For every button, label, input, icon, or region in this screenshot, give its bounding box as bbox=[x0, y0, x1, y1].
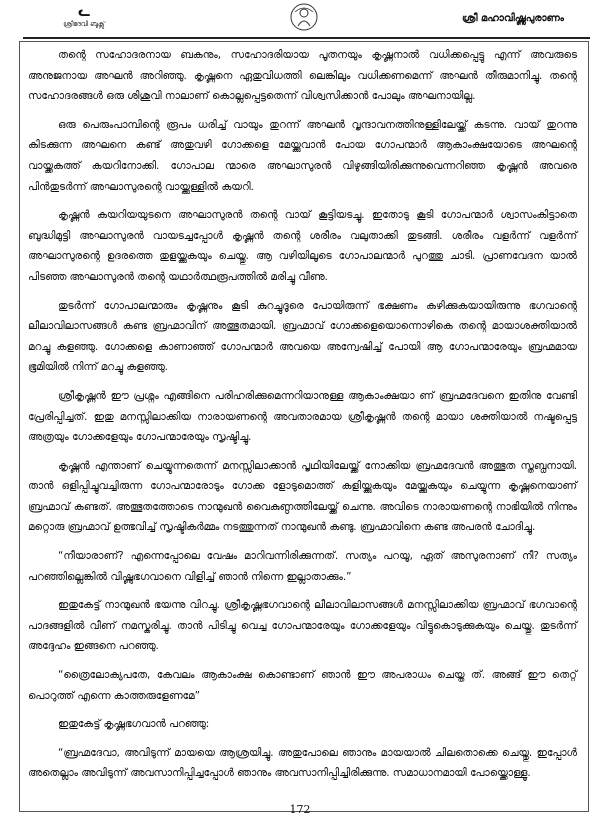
paragraph: കൃഷ്ണൻ എന്താണ് ചെയ്യുന്നതെന്ന് മനസ്സിലാക്കാൻ പൃഥിയിലേയ്ക്ക് നോക്കിയ ബ്രഹ്മദേവൻ അത്ഭുത സ്തബ്ധനായി. താൻ ഒളിപ്പിച്ചുവച്ചിരുന്ന ഗോപന്മാരോടും ഗോക്ക ളോടുമൊത്ത് കളിയ്ക്കുകയും മേയ്ക്കുകയും ചെയ്യുന്ന കൃഷ്ണനെയാണ് ബ്രഹ്മാവ് കണ്ടത്. അത്ഭുതത്തോടെ നാന്മുഖൻ വൈകുണ്ഠത്തിലേയ്ക്ക് ചെന്നു. അവിടെ നാരായണന്റെ നാഭിയിൽ നിന്നും മറ്റൊരു ബ്രഹ്മാവ് ഉത്ഭവിച്ച് സൃഷ്ടികർമ്മം നടത്തുന്നത് നാന്മുഖൻ കണ്ടു. ബ്രഹ്മാവിനെ കണ്ട അപരൻ ചോദിച്ചു. bbox=[28, 459, 577, 534]
publisher-logo bbox=[54, 6, 114, 29]
paragraph: “നീയാരാണ്? എന്നെപ്പോലെ വേഷം മാറിവന്നിരിക്കുന്നത്. സത്യം പറയൂ, ഏത് അസുരനാണ് നീ? സത്യം പറഞ്ഞില്ലെങ്കിൽ വിഷ്ണുഭഗവാനെ വിളിച്ച് ഞാൻ നിന്നെ ഇല്ലാതാക്കും.” bbox=[28, 550, 577, 583]
page-body bbox=[28, 45, 577, 784]
page-number: 172 bbox=[289, 803, 311, 816]
publisher-mark-icon: ᓚ bbox=[77, 5, 91, 20]
paragraph: തുടർന്ന് ഗോപാലന്മാരും കൃഷ്ണനും കൂടി കുറച്ചുദൂരെ പോയിരുന്ന് ഭക്ഷണം കഴിക്കുകയായിരുന്നു ഭഗവാന്റെ ലീലാവിലാസങ്ങൾ കണ്ട ബ്രഹ്മാവിന് അത്ഭുതമായി. ബ്രഹ്മാവ് ഗോക്കളെയൊന്നൊഴികെ തന്റെ മായാശക്തിയാൽ മറച്ചു കളഞ്ഞു. ഗോക്കളെ കാണാഞ്ഞ് ഗോപന്മാർ അവയെ അന്വേഷിച്ച് പോയി ആ ഗോപന്മാരേയും ബ്രഹ്മമായ ഭൂമിയിൽ നിന്ന് മറച്ചു കളഞ്ഞു. bbox=[28, 299, 577, 374]
publisher-name: ശ്രീദേവി ബുക്സ് bbox=[63, 20, 105, 28]
paragraph: കൃഷ്ണൻ കയറിയയുടനെ അഘാസുരൻ തന്റെ വായ് കൂട്ടിയടച്ചു. ഇതോടു കൂടി ഗോപന്മാർ ശ്വാസംകിട്ടാതെ ബുദ്ധിമുട്ടി അഘാസുരൻ വായടച്ചപ്പോൾ കൃഷ്ണൻ തന്റെ ശരീരം വലുതാക്കി തുടങ്ങി. ശരീരം വളർന്ന് വളർന്ന് അഘാസുരന്റെ ഉദരത്തെ തുളയ്ക്കുകയും ചെയ്തു. ആ വഴിയിലൂടെ ഗോപാലന്മാർ പുറത്തു ചാടി. പ്രാണവേദന യാൽ പിടഞ്ഞ അഘാസുരൻ തന്റെ യഥാർത്ഥരൂപത്തിൽ മരിച്ചു വീണു. bbox=[28, 209, 577, 283]
paragraph: “ത്രൈലോക്യപതേ, കേവലം ആകാംക്ഷ കൊണ്ടാണ് ഞാൻ ഈ അപരാധം ചെയ്ത ത്. അങ്ങ് ഈ തെറ്റ് പൊറുത്ത് എന്നെ കാത്തരുളേണമേ” bbox=[28, 669, 577, 702]
paragraph: ഒരു പെരുംപാമ്പിന്റെ രൂപം ധരിച്ച് വായും തുറന്ന് അഘൻ വൃന്ദാവനത്തിനുള്ളിലേയ്ക്ക് കടന്നു. വായ് തുറന്നു കിടക്കുന്ന അഘനെ കണ്ട് അതുവഴി ഗോക്കളെ മേയ്ക്കുവാൻ പോയ ഗോപന്മാർ ആകാംക്ഷയോടെ അഘന്റെ വായ്ക്കകത്ത് കയറിനോക്കി. ഗോപാല ന്മാരെ അഘാസുരൻ വിഴുങ്ങിയിരിക്കുന്നുവെന്നറിഞ്ഞ കൃഷ്ണൻ അവരെ പിൻതുടർന്ന് അഘാസുരന്റെ വായ്ക്കുള്ളിൽ കയറി. bbox=[28, 118, 577, 193]
paragraph: “ബ്രഹ്മദേവാ, അവിടുന്ന് മായയെ ആശ്രയിച്ചു. അതുപോലെ ഞാനും മായയാൽ ചിലതൊക്കെ ചെയ്തു. ഇപ്പോൾ അതെല്ലാം അവിടുന്ന് അവസാനിപ്പിച്ചപ്പോൾ ഞാനും അവസാനിപ്പിച്ചിരിക്കുന്നു. സമാധാനമായി പോയ്ക്കൊള്ളൂ. bbox=[28, 746, 577, 780]
book-title: ശ്രീ മഹാവിഷ്ണുപുരാണം bbox=[462, 13, 564, 24]
page-header bbox=[8, 0, 590, 44]
header-divider bbox=[23, 37, 590, 39]
deity-emblem-icon bbox=[289, 2, 319, 32]
paragraph: ശ്രീകൃഷ്ണൻ ഈ പ്രശ്നം എങ്ങിനെ പരിഹരിക്കുമെന്നറിയാനുള്ള ആകാംക്ഷയാ ണ് ബ്രഹ്മദേവനെ ഇതിനു വേണ്ടി പ്രേരിപ്പിച്ചത്. ഇതു മനസ്സിലാക്കിയ നാരായണന്റെ അവതാരമായ ശ്രീകൃഷ്ണൻ തന്റെ മായാ ശക്തിയാൽ നഷ്ടപ്പെട്ട അത്രയും ഗോക്കളേയും ഗോപന്മാരേയും സൃഷ്ടിച്ചു. bbox=[28, 389, 577, 444]
paragraph: ഇതുകേട്ട് നാന്മുഖൻ ഭയന്നു വിറച്ചു. ശ്രീകൃഷ്ണഭഗവാന്റെ ലീലാവിലാസങ്ങൾ മനസ്സിലാക്കിയ ബ്രഹ്മാവ് ഭഗവാന്റെ പാദങ്ങളിൽ വീണ് നമസ്കരിച്ചു. താൻ പിടിച്ചു വെച്ച ഗോപന്മാരേയും ഗോക്കളേയും വിട്ടുകൊടുക്കുകയും ചെയ്തു. തുടർന്ന് അദ്ദേഹം ഇങ്ങനെ പറഞ്ഞു. bbox=[28, 599, 577, 653]
paragraph: തന്റെ സഹോദരനായ ബകനും, സഹോദരിയായ പൂതനയും കൃഷ്ണനാൽ വധിക്കപ്പെട്ടു എന്ന് അവരുടെ അനുജനായ അഘൻ അറിഞ്ഞു. കൃഷ്ണനെ ഏതുവിധത്തി ലെങ്കിലും വധിക്കണമെന്ന് അഘൻ തീരുമാനിച്ചു. തന്റെ സഹോദരങ്ങൾ ഒരു ശിശുവി നാലാണ് കൊല്ലപ്പെട്ടതെന്ന് വിശ്വസിക്കാൻ പോലും അഘനായില്ല. bbox=[28, 49, 577, 103]
paragraph: ഇതുകേട്ട് കൃഷ്ണഭഗവാൻ പറഞ്ഞു: bbox=[58, 718, 210, 731]
